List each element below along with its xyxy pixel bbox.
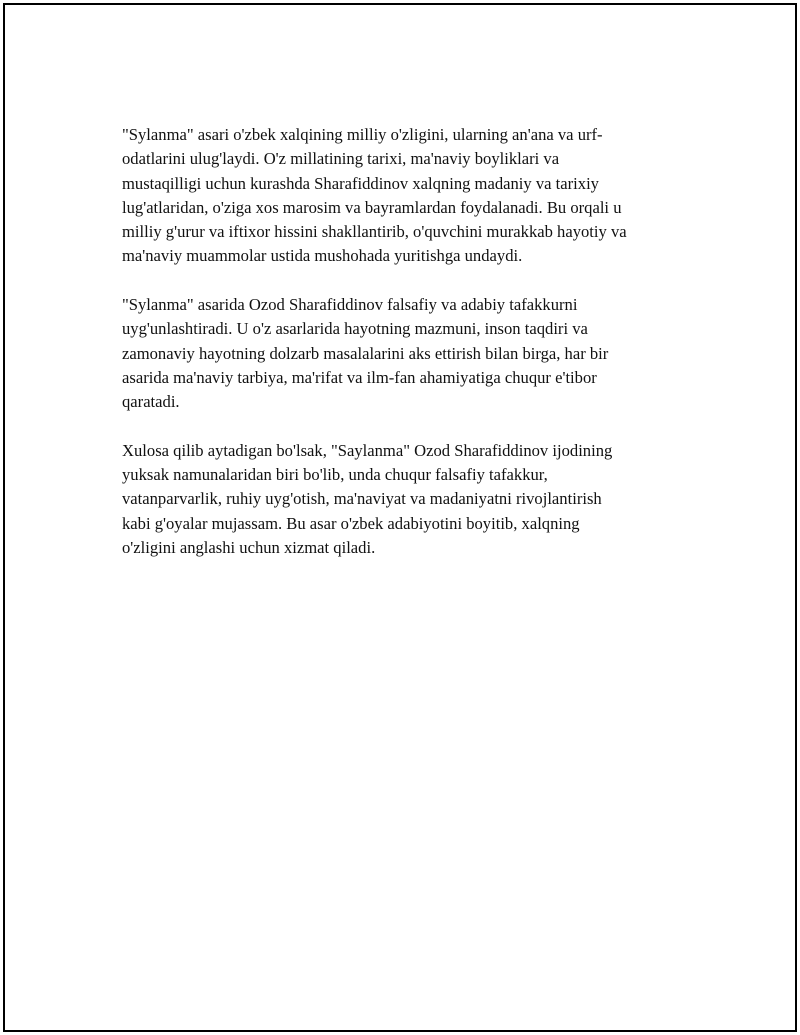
paragraph-1: "Sylanma" asari o'zbek xalqining milliy o'zligini, ularning an'ana va urf- odatlarini ulug'laydi. O'z millatining tarixi, ma'naviy boyliklari va mustaqilligi uchun kurashda Sharafiddinov xalqning madaniy va tarixiy lug'atlaridan, o'ziga xos marosim va bayramlardan foydalanadi. Bu orqali u milliy g'urur va iftixor hissini shakllantirib, o'quvchini murakkab hayotiy va ma'naviy muammolar ustida mushohada yuritishga undaydi. [122, 125, 627, 266]
paragraph-3: Xulosa qilib aytadigan bo'lsak, "Saylanma" Ozod Sharafiddinov ijodining yuksak namunalaridan biri bo'lib, unda chuqur falsafiy tafakkur, vatanparvarlik, ruhiy uyg'otish, ma'naviyat va madaniyatni rivojlantirish kabi g'oyalar mujassam. Bu asar o'zbek adabiyotini boyitib, xalqning o'zligini anglashi uchun xizmat qiladi. [122, 440, 613, 558]
document-body [122, 123, 692, 585]
document-page [3, 3, 797, 1032]
paragraph-2: "Sylanma" asarida Ozod Sharafiddinov falsafiy va adabiy tafakkurni uyg'unlashtiradi. U o'z asarlarida hayotning mazmuni, inson taqdiri va zamonaviy hayotning dolzarb masalalarini aks ettirish bilan birga, har bir asarida ma'naviy tarbiya, ma'rifat va ilm-fan ahamiyatiga chuqur e'tibor qaratadi. [122, 295, 609, 412]
